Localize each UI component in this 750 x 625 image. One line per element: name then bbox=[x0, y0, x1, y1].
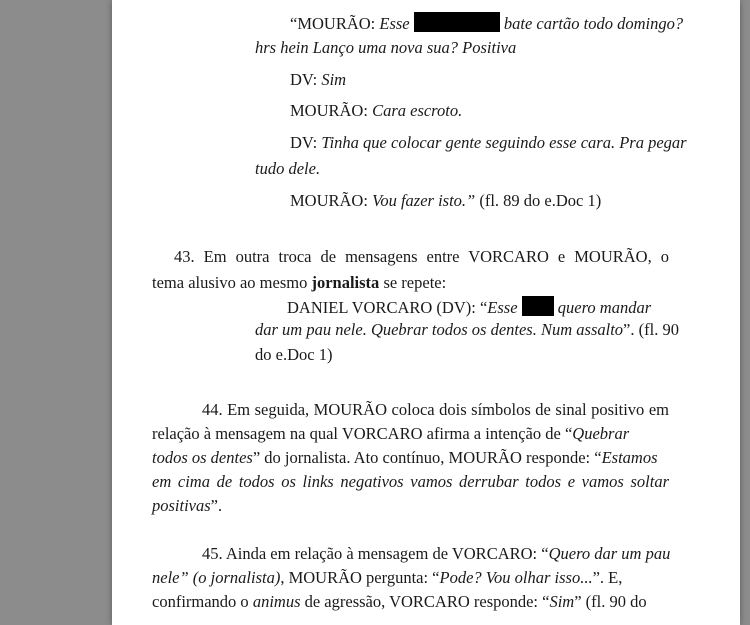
para45-line1 bbox=[202, 544, 670, 564]
speaker-label: DV: bbox=[290, 70, 322, 89]
italic-text: positivas bbox=[152, 496, 211, 515]
italic-text: Quero dar um pau bbox=[548, 544, 671, 563]
quote1-line2: hrs hein Lanço uma nova sua? Positiva bbox=[255, 38, 517, 57]
quote-text: Vou fazer isto.” bbox=[372, 191, 476, 210]
quote2-line1 bbox=[287, 296, 651, 318]
para44-line5 bbox=[152, 496, 222, 516]
quote1-line6: tudo dele. bbox=[255, 159, 321, 178]
para44-line3 bbox=[152, 448, 658, 468]
text: , MOURÃO pergunta: “ bbox=[280, 568, 440, 587]
quote-text: bate cartão todo domingo? bbox=[503, 14, 684, 33]
text: ” do jornalista. Ato contínuo, MOURÃO responde: “ bbox=[252, 448, 602, 467]
para43-line1: 43. Em outra troca de mensagens entre VORCARO e MOURÃO, o bbox=[174, 247, 669, 266]
quote-text: Esse bbox=[379, 14, 410, 33]
quote-text: dar um pau nele. Quebrar todos os dentes. Num assalto bbox=[255, 320, 624, 339]
redaction-bar bbox=[522, 296, 554, 316]
quote-text: Sim bbox=[321, 70, 347, 89]
reference: ”. (fl. 90 bbox=[623, 320, 679, 339]
quote-text: Tinha que colocar gente seguindo esse cara. Pra pegar bbox=[321, 133, 687, 152]
redaction-bar bbox=[414, 12, 500, 32]
italic-text: Pode? Vou olhar isso... bbox=[439, 568, 593, 587]
speaker-label: DV: bbox=[290, 133, 322, 152]
quote-text: Cara escroto. bbox=[372, 101, 463, 120]
text: confirmando o bbox=[152, 592, 253, 611]
italic-text: todos os dentes bbox=[152, 448, 253, 467]
quote1-line5 bbox=[290, 133, 687, 153]
italic-text: Sim bbox=[549, 592, 575, 611]
text: ”. bbox=[210, 496, 223, 515]
speaker-label: MOURÃO: bbox=[290, 191, 373, 210]
text: ”. E, bbox=[592, 568, 623, 587]
text: ” (fl. 90 do bbox=[574, 592, 647, 611]
italic-text: Quebrar bbox=[572, 424, 630, 443]
italic-text: Estamos bbox=[601, 448, 658, 467]
quote-text: Esse bbox=[487, 298, 518, 317]
para44-line1: 44. Em seguida, MOURÃO coloca dois símbolos de sinal positivo em bbox=[202, 400, 669, 419]
quote-text: quero mandar bbox=[557, 298, 652, 317]
bold-term: jornalista bbox=[311, 273, 380, 292]
speaker-label: “MOURÃO: bbox=[290, 14, 380, 33]
quote2-line3: do e.Doc 1) bbox=[255, 345, 333, 364]
italic-text: nele” (o jornalista) bbox=[152, 568, 281, 587]
para43-line2 bbox=[152, 273, 446, 293]
para44-line2 bbox=[152, 424, 629, 444]
text: relação à mensagem na qual VORCARO afirma a intenção de “ bbox=[152, 424, 573, 443]
italic-text: animus bbox=[252, 592, 301, 611]
quote2-line2 bbox=[255, 320, 679, 340]
text: 45. Ainda em relação à mensagem de VORCARO: “ bbox=[202, 544, 549, 563]
speaker-label: DANIEL VORCARO (DV): “ bbox=[287, 298, 488, 317]
text: se repete: bbox=[379, 273, 447, 292]
quote1-line3 bbox=[290, 70, 346, 90]
document-page bbox=[112, 0, 740, 625]
quote1-line1 bbox=[290, 12, 683, 34]
para45-line3 bbox=[152, 592, 647, 612]
text: tema alusivo ao mesmo bbox=[152, 273, 312, 292]
text: de agressão, VORCARO responde: “ bbox=[300, 592, 550, 611]
quote1-line7 bbox=[290, 191, 601, 211]
speaker-label: MOURÃO: bbox=[290, 101, 373, 120]
para45-line2 bbox=[152, 568, 622, 588]
para44-line4: em cima de todos os links negativos vamos derrubar todos e vamos soltar bbox=[152, 472, 669, 491]
reference: (fl. 89 do e.Doc 1) bbox=[475, 191, 602, 210]
quote1-line4 bbox=[290, 101, 462, 121]
